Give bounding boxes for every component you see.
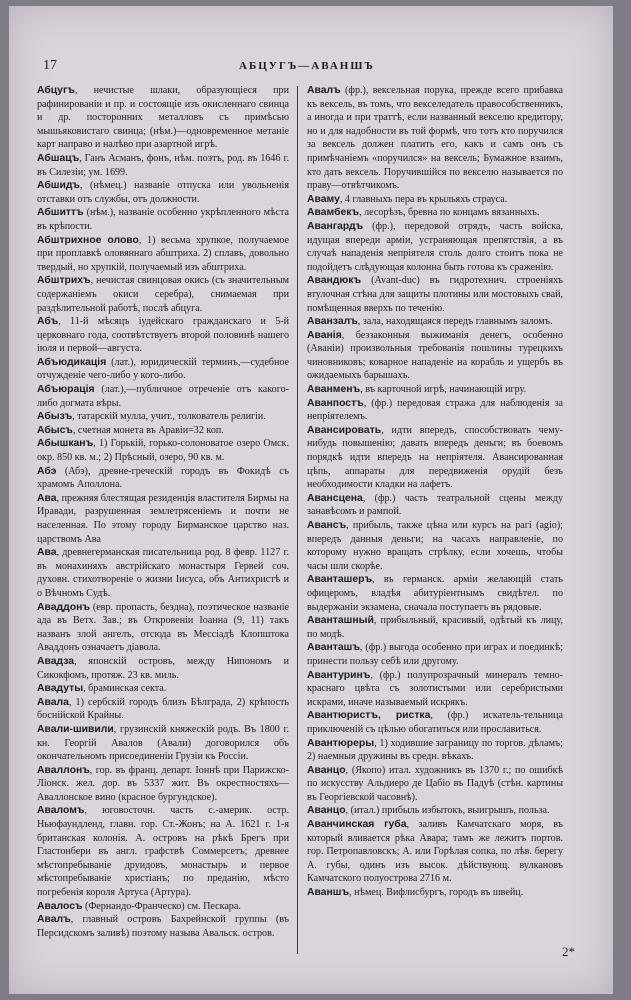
entry-headword: Аванзалъ — [307, 316, 358, 328]
entry-headword: Авалосъ — [37, 900, 83, 912]
entry-headword: Авамбекъ — [307, 207, 360, 219]
dictionary-entry — [37, 383, 289, 410]
dictionary-entry — [307, 804, 563, 818]
entry-headword: Авали-шивили — [37, 723, 114, 735]
entry-headword: Абшиттъ — [37, 207, 84, 219]
left-column — [37, 84, 289, 984]
entry-definition: , въ германск. арміи желающій стать офицеромъ, владѣя абитуріентнымъ свидѣтел. по выдержаніи экзамена, сначала поступаетъ въ рядовые. — [307, 574, 563, 613]
document-page — [9, 6, 613, 994]
dictionary-entry — [307, 397, 563, 424]
entry-definition: , нечистая свинцовая окись (съ значительным содержаніемъ окиси серебра), снимаемая при раздѣлительной работѣ, послѣ абцуга. — [37, 275, 289, 314]
dictionary-entry — [307, 84, 563, 193]
dictionary-entry — [37, 804, 289, 899]
dictionary-entry — [307, 383, 563, 397]
dictionary-entry — [307, 614, 563, 641]
entry-definition: , 1) весьма хрупкое, получаемое при проплавкѣ оловяннаго абштриха. 2) сплавъ, довольно твердый, но хрупкій, получаемый изъ абштриха. — [37, 234, 289, 273]
entry-definition: (Фернандо-Франческо) см. Пескара. — [82, 900, 241, 912]
dictionary-entry — [37, 465, 289, 492]
entry-headword: Авантуринъ — [307, 669, 371, 681]
entry-headword: Авалъ — [307, 85, 341, 96]
dictionary-entry — [307, 737, 563, 764]
entry-headword: Аваллонъ — [37, 764, 90, 776]
dictionary-entry — [37, 696, 289, 723]
entry-definition: , 1) ходившие заграницу по торгов. дѣламъ; 2) наемныя дружины въ средн. вѣкахъ. — [307, 737, 563, 763]
dictionary-entry — [37, 900, 289, 914]
column-rule — [297, 86, 298, 954]
entry-headword: Авансъ — [307, 520, 347, 531]
entry-definition: , беззаконныя выжиманія денегъ, особенно (Аваніи) произвольныя требованія пошлины турецкихъ чиновниковъ; коварное нападеніе на корабль и ущербъ въ ожидаемыхъ барышахъ. — [307, 329, 563, 382]
entry-headword: Аваншъ — [307, 887, 350, 899]
dictionary-entry — [37, 655, 289, 682]
entry-headword: Аванпостъ — [307, 397, 364, 409]
dictionary-entry — [37, 424, 289, 438]
entry-headword: Абысъ — [37, 424, 73, 436]
entry-headword: Абъюдикація — [37, 356, 107, 368]
dictionary-entry — [307, 886, 563, 900]
dictionary-entry — [37, 682, 289, 696]
dictionary-entry — [307, 206, 563, 220]
entry-definition: , (фр.) полупрозрачный минералъ темно-краснаго цвѣта съ золотистыми или серебристыми искрами, иначе называемый искрякъ. — [307, 669, 563, 708]
entry-headword: Абъ — [37, 316, 59, 328]
entry-headword: Авансировать — [307, 424, 382, 436]
entry-definition: , (фр.) искатель-тельница приключеній съ цѣлью обогатиться или прославиться. — [307, 710, 563, 735]
entry-definition: , гор. въ франц. департ. Іоннѣ при Парижско-Ліонск. жел. дор. въ 5337 жит. Въ окрестностяхъ—Аваллонское вино (красное бургундское). — [37, 764, 289, 803]
entry-headword: Авансцена — [307, 492, 363, 504]
entry-headword: Авалъ — [37, 914, 71, 926]
entry-definition: , 1) сербскій городъ близъ Бѣлграда, 2) крѣпость боснійской Крайны. — [37, 696, 289, 722]
entry-headword: Абштрихное олово — [37, 234, 139, 246]
entry-definition: , браминская секта. — [83, 683, 167, 695]
entry-headword: Авандюкъ — [307, 275, 362, 287]
entry-definition: , (фр.) передовая стража для наблюденія за непріятелемъ. — [307, 397, 563, 423]
entry-headword: Авадза — [37, 655, 75, 667]
signature-mark: 2* — [562, 944, 575, 959]
dictionary-entry — [37, 492, 289, 546]
entry-headword: Аванташеръ — [307, 574, 373, 586]
entry-definition: , (фр.) выгода особенно при играх и поединкѣ; принести пользу себѣ или другому. — [307, 642, 563, 667]
entry-headword: Авантюристъ, ристка — [307, 710, 431, 722]
entry-headword: Абшацъ — [37, 152, 80, 164]
entry-definition: (фр.), передовой отрядъ, часть войска, идущая впереди арміи, устраняющая препятствія, а въ случаѣ нападенія непріятеля столь долго стоитъ пока не подойдетъ слѣдующая колонна быть готова къ сраженію. — [307, 220, 563, 273]
entry-headword: Авангардъ — [307, 220, 364, 232]
dictionary-entry — [37, 356, 289, 383]
entry-headword: Ава — [37, 492, 57, 504]
entry-definition: , японскій островъ, между Нипономъ и Сикокфомъ, протяж. 23 кв. миль. — [37, 655, 289, 681]
entry-headword: Ава — [37, 547, 57, 559]
entry-definition: , лесорѣзъ, бревна по концамъ вязанныхъ. — [359, 207, 540, 219]
entry-definition: , 1) Горькій, горько-солоноватое озеро Омск. окр. 850 кв. м.; 2) Прѣсный, озеро, 90 кв. м. — [37, 438, 289, 464]
dictionary-entry — [37, 315, 289, 356]
entry-definition: , прежняя блестящая резиденція властителя Бирмы на Иравади, разрушенная землетрясеніемъ и почти не населенная. По этому городу Бирманское царство наз. царствомъ Ава — [37, 492, 289, 545]
dictionary-entry — [37, 84, 289, 152]
entry-headword: Авадуты — [37, 683, 84, 695]
entry-definition: , счетная монета въ Аравіи=32 коп. — [72, 424, 224, 436]
dictionary-entry — [37, 179, 289, 206]
dictionary-entry — [307, 764, 563, 805]
dictionary-entry — [37, 274, 289, 315]
entry-definition: , прибыль, также цѣна или курсъ на рагі (agio); впередъ данныя деньги; на часахъ направленіе, по которому нужно вращать стрѣлку, если хочешь, чтобы часы шли скорѣе. — [307, 520, 563, 572]
dictionary-entry — [307, 329, 563, 383]
page-number: 17 — [43, 58, 57, 73]
entry-headword: Аванташъ — [307, 642, 360, 654]
entry-headword: Аванцо — [307, 805, 346, 817]
dictionary-entry — [307, 193, 563, 207]
entry-headword: Аваддонъ — [37, 601, 90, 613]
dictionary-entry — [307, 641, 563, 668]
entry-headword: Абштрихъ — [37, 275, 91, 287]
running-head: АБЦУГЪ—АВАНШЪ — [239, 60, 375, 72]
dictionary-entry — [307, 709, 563, 736]
entry-definition: , главный островъ Бахрейнской группы (въ Персидскомъ заливѣ) поэтому называ Авальск. остров. — [37, 914, 289, 939]
dictionary-entry — [307, 220, 563, 274]
dictionary-entry — [37, 437, 289, 464]
entry-definition: , (Якопо) итал. художникъ въ 1370 г.; по ошибкѣ по искусству Альдиеро де Цабіо въ Падуѣ (стѣн. картины въ Георгіевской часовнѣ). — [307, 764, 563, 803]
entry-definition: , грузинскій княжескій родъ. Въ 1800 г. кн. Георгій Авалов (Авали) договорился объ окончательномъ присоединеніи Грузіи къ Россіи. — [37, 723, 289, 763]
entry-definition: , зала, находящаяся передъ главнымъ заломъ. — [357, 316, 553, 328]
entry-headword: Аванташный — [307, 615, 374, 627]
entry-headword: Авала — [37, 696, 69, 708]
entry-definition: , 11-й мѣсяцъ іудейскаго гражданскаго и 5-й церковнаго года, соотвѣтствуетъ второй половинѣ нашего іюля и первой—августа. — [37, 316, 289, 355]
entry-definition: , нечистые шлаки, образующіеся при рафинированіи и пр. и состоящіе изъ окисленнаго свинца и др. посторонних металловъ съ примѣсью мышьяковистаго свинца; (нѣм.)—одновременное метаніе карт направо и налѣво при азартной игрѣ. — [37, 85, 289, 151]
dictionary-entry — [37, 152, 289, 179]
entry-headword: Абэ — [37, 465, 57, 477]
dictionary-entry — [307, 818, 563, 886]
entry-definition: (нѣм.), названіе особенно укрѣпленного мѣста въ крѣпости. — [37, 207, 289, 232]
dictionary-entry — [307, 315, 563, 329]
entry-headword: Абцугъ — [37, 85, 75, 96]
entry-headword: Абшидъ — [37, 180, 80, 192]
entry-headword: Аванчинская губа — [307, 819, 407, 831]
dictionary-entry — [37, 913, 289, 940]
dictionary-entry — [307, 669, 563, 710]
entry-definition: (лат.), юридическій терминъ,—судебное отчужденіе чего-либо у кого-либо. — [37, 356, 289, 382]
entry-definition: , (нѣмец.) названіе отпуска или увольненія отставки отъ службы, отъ должности. — [37, 180, 289, 205]
entry-definition: , (фр.) часть театральной сцены между занавѣсомъ и рампой. — [307, 492, 563, 518]
entry-definition: , заливъ Камчатскаго моря, въ который вливается рѣка Авара; тамъ же лежитъ портов. гор. Петропавловскъ; А. или Горѣлая сопка, по лѣв. берегу А. губы, одинъ изъ высок. дѣйствующ. вулкановъ Камчатского полуострова 2716 м. — [307, 819, 563, 885]
entry-definition: (Avant-duc) въ гидротехнич. строеніяхъ втулочная стѣна для защиты плотины или мостовыхъ свай, помѣщенная вверхъ по теченію. — [307, 275, 563, 314]
entry-headword: Аваму — [307, 193, 340, 205]
entry-headword: Аванменъ — [307, 384, 361, 396]
page-header — [9, 58, 613, 80]
entry-headword: Абъюрація — [37, 384, 95, 396]
entry-definition: , татарскій мулла, учит., толкователь религіи. — [72, 411, 266, 423]
entry-definition: (лат.),—публичное отреченіе отъ какого-либо догмата вѣры. — [37, 384, 289, 409]
dictionary-entry — [307, 492, 563, 519]
entry-definition: , въ карточной игрѣ, начинающій игру. — [360, 384, 527, 396]
right-column — [307, 84, 563, 984]
entry-definition: (евр. пропасть, бездна), поэтическое названіе ада въ Ветх. Зав.; въ Откровеніи Іоанна (9, 11) такъ названъ злой ангелъ, отсюда въ Мессіадѣ Клопштока Аваддонъ означаетъ діавола. — [37, 601, 289, 654]
entry-headword: Аванія — [307, 329, 342, 341]
dictionary-entry — [37, 764, 289, 805]
dictionary-entry — [37, 410, 289, 424]
dictionary-entry — [37, 601, 289, 655]
entry-definition: , идти впередъ, способствовать чему-нибудь повышенію; давать впередъ деньги; въ боевомъ порядкѣ идти впередъ на непріятеля. Авансированная цѣпь, аппараты для передвиженія орудій безъ необходимости кладки на лафетъ. — [307, 424, 563, 491]
entry-definition: , (итал.) прибыль избытокъ, выигрышъ, польза. — [345, 805, 550, 817]
dictionary-entry — [307, 519, 563, 573]
entry-definition: , древнегерманская писательница род. 8 февр. 1127 г. въ монахиняхъ австрійскаго монастыря Гервей соч. духовн. стихотвореніе о жизни Іисуса, объ Антихристѣ и о Вѣчномъ Судѣ. — [37, 547, 289, 599]
entry-definition: , 4 главныхъ пера въ крыльяхъ страуса. — [339, 193, 508, 205]
dictionary-entry — [307, 573, 563, 614]
entry-headword: Аваломъ — [37, 805, 85, 817]
dictionary-entry — [37, 546, 289, 600]
entry-headword: Аванцо — [307, 764, 346, 776]
entry-definition: , Ганъ Асманъ, фонъ, нѣм. поэтъ, род. въ 1646 г. въ Силезіи; ум. 1699. — [37, 152, 289, 178]
entry-headword: Абышканъ — [37, 438, 94, 450]
entry-headword: Абызъ — [37, 411, 73, 423]
entry-definition: , прибыльный, красивый, одѣтый къ лицу, по модѣ. — [307, 615, 563, 640]
entry-definition: (Абэ), древне-греческій городъ въ Фокидѣ съ храмомъ Аполлона. — [37, 465, 289, 491]
dictionary-entry — [307, 424, 563, 492]
dictionary-entry — [37, 723, 289, 764]
dictionary-entry — [307, 274, 563, 315]
entry-headword: Авантюреры — [307, 737, 375, 749]
entry-definition: , юговосточн. часть с.-америк. остр. Ньюфаундленд, главн. гор. Ст.-Жонъ; на А. 1621 г. 1-я британская колонія. А. островъ на рѣкѣ Брегъ при Гластонбери въ англ. графствѣ Соммерсетъ; древнее мѣстопребываніе друидовъ, монастырь и первое мѣстопребываніе христіанъ; по преданію, мѣсто погребенія короля Артуса (Артура). — [37, 805, 289, 899]
dictionary-entry — [37, 206, 289, 233]
entry-definition: (фр.), вексельная порука, прежде всего прибавка къ вексель, въ томъ, что векселедатель правособственникъ, а иногда и при траттѣ, если названный векселю кредитору, но и для надобности въ той формѣ, что тотъ кто поручился за вексель должен платить его, какъ и самъ онъ съ примѣчаніемъ «поручился» на вексель; Бумажное взаимъ, кто дать вексель. Поручившійся по векселю называется по праву—отвѣтчикомъ. — [307, 85, 563, 192]
entry-definition: , нѣмец. Вифлисбургъ, городъ въ швейц. — [349, 887, 524, 899]
dictionary-entry — [37, 234, 289, 275]
